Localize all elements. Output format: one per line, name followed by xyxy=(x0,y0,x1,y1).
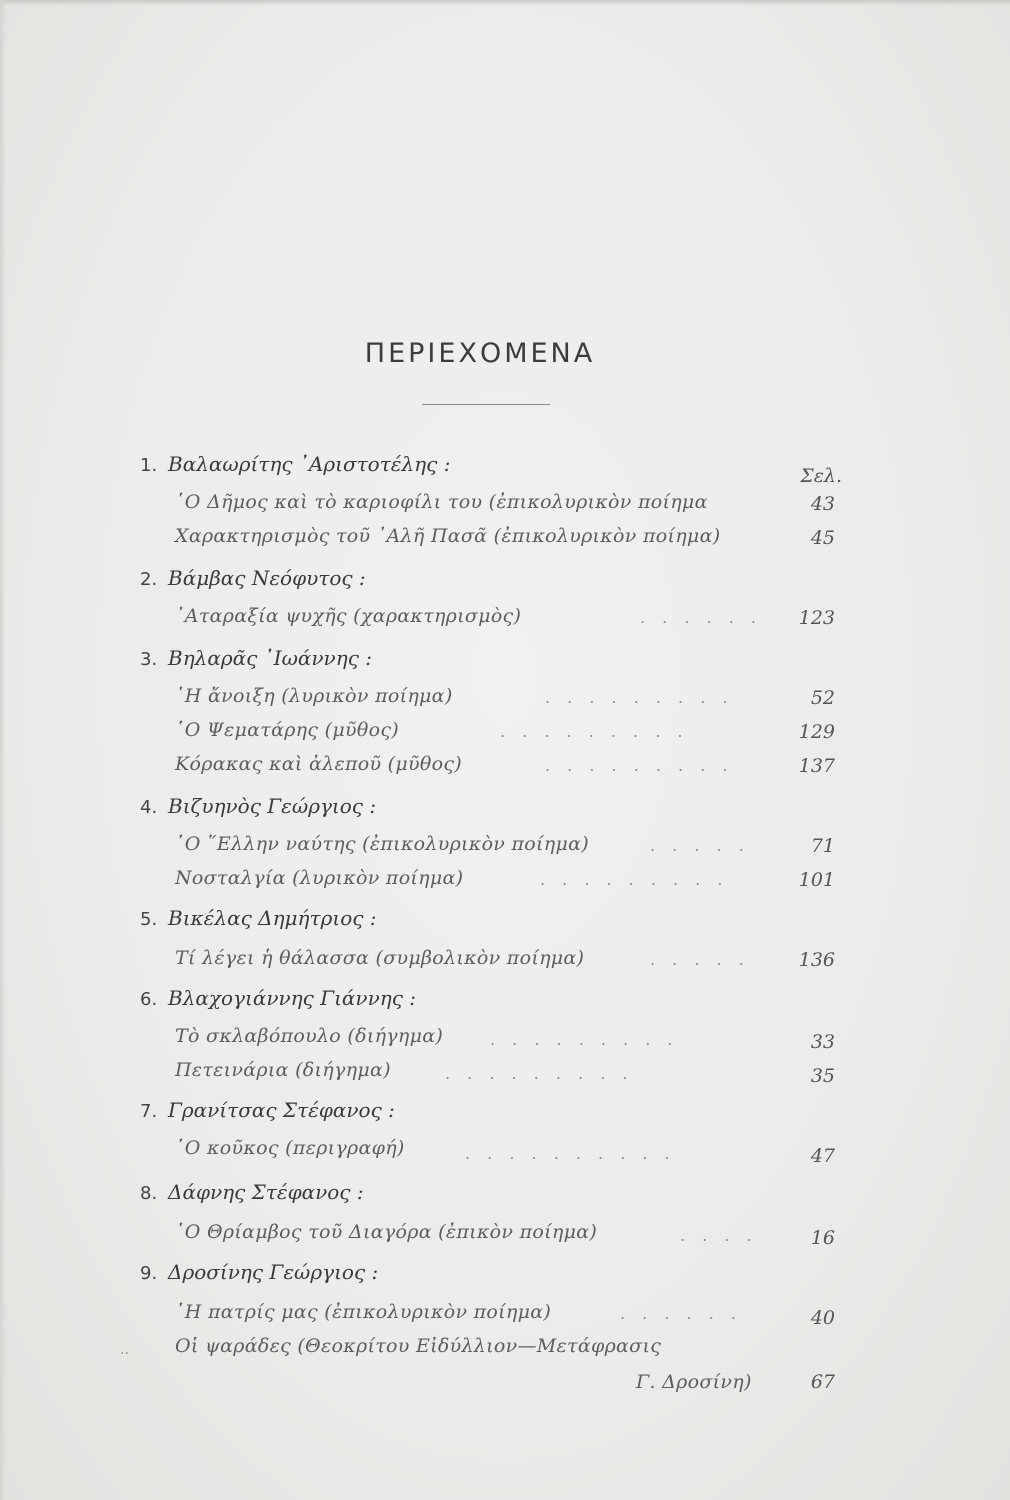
author-heading xyxy=(140,1178,364,1208)
author-heading xyxy=(140,564,366,594)
toc-entry-title: Οἱ ψαράδες (Θεοκρίτου Εἰδύλλιον—Μετάφρασις xyxy=(175,1335,662,1357)
toc-entry-page: 35 xyxy=(810,1065,835,1087)
leader-dots: . . . . . . . . . xyxy=(545,688,734,707)
leader-dots: . . . . . . . . . xyxy=(445,1064,634,1083)
toc-entry-title: ῾Ο Δῆμος καὶ τὸ καριοφίλι του (ἐπικολυρικὸν ποίημα xyxy=(175,491,708,513)
toc-entry-title: Νοσταλγία (λυρικὸν ποίημα) xyxy=(175,867,464,889)
toc-entry-title: ᾿Αταραξία ψυχῆς (χαρακτηρισμὸς) xyxy=(175,605,522,627)
page-column-label: Σελ. xyxy=(800,465,842,487)
author-name: Γρανίτσας Στέφανος : xyxy=(168,1098,395,1122)
leader-dots: . . . . . . . . . . xyxy=(465,1144,676,1163)
page-title: ΠΕΡΙΕΧΟΜΕΝΑ xyxy=(364,338,596,369)
toc-entry-page: 45 xyxy=(810,527,835,549)
toc-entry-title: ῾Η ἄνοιξη (λυρικὸν ποίημα) xyxy=(175,685,453,707)
author-number: 1. xyxy=(140,455,158,476)
leader-dots: . . . . . xyxy=(650,950,750,969)
author-number: 4. xyxy=(140,797,158,818)
author-heading xyxy=(140,792,376,822)
toc-entry-page: 33 xyxy=(810,1031,835,1053)
author-number: 9. xyxy=(140,1263,158,1284)
toc-entry-page: 16 xyxy=(810,1227,835,1249)
toc-entry-page: 43 xyxy=(810,493,835,515)
toc-entry-page: 123 xyxy=(798,607,835,629)
leader-dots: . . . . . . . . . xyxy=(490,1030,679,1049)
toc-entry-title: Πετεινάρια (διήγημα) xyxy=(175,1059,391,1081)
author-name: Βικέλας Δημήτριος : xyxy=(168,906,377,930)
toc-entry-title: ῾Η πατρίς μας (ἐπικολυρικὸν ποίημα) xyxy=(175,1301,552,1323)
toc-entry-title: Τὸ σκλαβόπουλο (διήγημα) xyxy=(175,1025,444,1047)
leader-dots: . . . . . xyxy=(650,836,750,855)
leader-dots: . . . . . . xyxy=(640,608,762,627)
author-number: 7. xyxy=(140,1101,158,1122)
author-name: Βηλαρᾶς ᾿Ιωάννης : xyxy=(168,646,372,670)
author-number: 8. xyxy=(140,1183,158,1204)
toc-entry-page: 129 xyxy=(798,721,835,743)
leader-dots: . . . . . . . . . xyxy=(500,722,689,741)
toc-entry-page: 47 xyxy=(810,1145,835,1167)
author-heading xyxy=(140,450,450,480)
toc-entry-title: Χαρακτηρισμὸς τοῦ ᾿Αλῆ Πασᾶ (ἐπικολυρικὸν ποίημα) xyxy=(175,525,721,547)
author-number: 3. xyxy=(140,649,158,670)
author-number: 5. xyxy=(140,909,158,930)
toc-entry-page: 136 xyxy=(798,949,835,971)
leader-dots: . . . . . . xyxy=(620,1304,742,1323)
toc-entry-page: 101 xyxy=(798,869,835,891)
author-name: Δροσίνης Γεώργιος : xyxy=(168,1260,379,1284)
toc-entry-continuation: Γ. Δροσίνη) xyxy=(636,1371,752,1393)
author-name: Βάμβας Νεόφυτος : xyxy=(168,566,366,590)
toc-entry-page: 71 xyxy=(810,835,835,857)
toc-entry-title: ῾Ο ῞Ελλην ναύτης (ἐπικολυρικὸν ποίημα) xyxy=(175,833,589,855)
leader-dots: . . . . . . . . . xyxy=(540,870,729,889)
author-name: Βιζυηνὸς Γεώργιος : xyxy=(168,794,377,818)
author-number: 6. xyxy=(140,989,158,1010)
author-heading xyxy=(140,644,372,674)
stray-mark: ·· xyxy=(120,1346,129,1362)
toc-entry-title: ῾Ο Ψεματάρης (μῦθος) xyxy=(175,719,399,741)
toc-entry-title: Τί λέγει ἡ θάλασσα (συμβολικὸν ποίημα) xyxy=(175,947,585,969)
toc-entry-title: Κόρακας καὶ ἀλεποῦ (μῦθος) xyxy=(175,753,463,775)
author-heading xyxy=(140,1096,395,1126)
toc-entry-page: 67 xyxy=(810,1371,835,1393)
toc-entry-title: ῾Ο Θρίαμβος τοῦ Διαγόρα (ἐπικὸν ποίημα) xyxy=(175,1221,598,1243)
author-heading xyxy=(140,904,377,934)
leader-dots: . . . . xyxy=(680,1226,758,1245)
toc-entry-title: ῾Ο κοῦκος (περιγραφή) xyxy=(175,1137,405,1159)
toc-entry-page: 40 xyxy=(810,1307,835,1329)
author-heading xyxy=(140,984,416,1014)
toc-entry-page: 137 xyxy=(798,755,835,777)
author-name: Δάφνης Στέφανος : xyxy=(168,1180,364,1204)
author-heading xyxy=(140,1258,378,1288)
author-name: Βλαχογιάννης Γιάννης : xyxy=(168,986,417,1010)
leader-dots: . . . . . . . . . xyxy=(545,756,734,775)
author-number: 2. xyxy=(140,569,158,590)
author-name: Βαλαωρίτης ᾿Αριστοτέλης : xyxy=(168,452,451,476)
toc-entry-page: 52 xyxy=(810,687,835,709)
